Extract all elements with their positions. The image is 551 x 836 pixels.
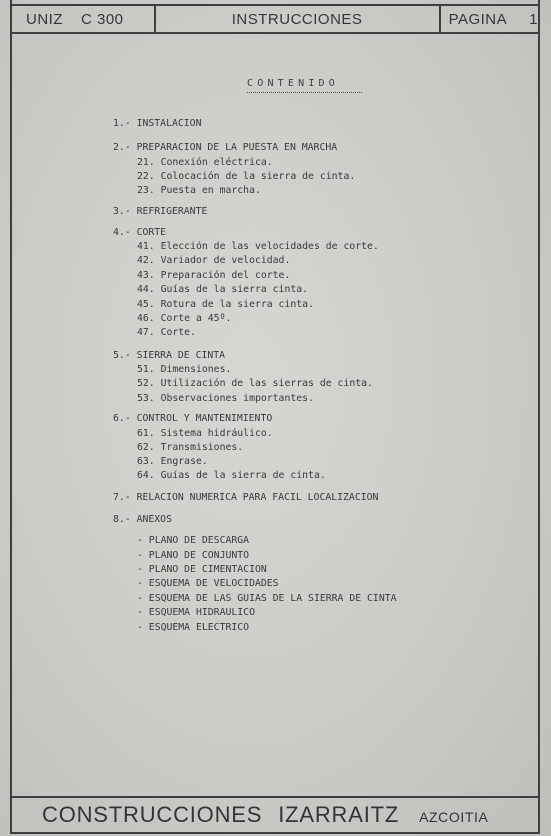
toc-section: 4.- CORTE — [113, 227, 167, 238]
toc-subsection: - PLANO DE CONJUNTO — [137, 550, 250, 561]
toc-subsection: 52. Utilización de las sierras de cinta. — [137, 378, 373, 389]
footer-city: AZCOITIA — [419, 809, 489, 825]
toc-subsection: 46. Corte a 45º. — [137, 313, 232, 324]
header-section-cell — [156, 6, 441, 32]
toc-subsection: 22. Colocación de la sierra de cinta. — [137, 171, 356, 182]
toc-subsection: 61. Sistema hidráulico. — [137, 428, 273, 439]
header-section: INSTRUCCIONES — [231, 10, 363, 28]
toc-subsection: 42. Variador de velocidad. — [137, 255, 291, 266]
toc-subsection: 63. Engrase. — [137, 456, 208, 467]
header-page-cell — [441, 6, 538, 32]
toc-section: 2.- PREPARACION DE LA PUESTA EN MARCHA — [113, 142, 338, 153]
header-model-right: C 300 — [81, 10, 124, 28]
toc-subsection: 62. Transmisiones. — [137, 442, 244, 453]
toc-subsection: - ESQUEMA HIDRAULICO — [137, 607, 255, 618]
toc-subsection: 53. Observaciones importantes. — [137, 393, 314, 404]
toc-subsection: 44. Guías de la sierra cinta. — [137, 284, 309, 295]
toc-subsection: 64. Guías de la sierra de cinta. — [137, 470, 326, 481]
toc-subsection: - ESQUEMA DE LAS GUIAS DE LA SIERRA DE CINTA — [137, 593, 397, 604]
header-page-label: PAGINA — [448, 10, 508, 28]
toc-subsection: - PLANO DE CIMENTACION — [137, 564, 267, 575]
toc-subsection: 45. Rotura de la sierra cinta. — [137, 299, 314, 310]
header-model-left: UNIZ — [26, 10, 63, 28]
toc-title-underline — [247, 92, 362, 93]
toc-section: 5.- SIERRA DE CINTA — [113, 350, 226, 361]
toc-section: 6.- CONTROL Y MANTENIMIENTO — [113, 413, 273, 424]
toc-subsection: - ESQUEMA DE VELOCIDADES — [137, 578, 279, 589]
toc-section: 1.- INSTALACION — [113, 118, 202, 129]
toc-subsection: 51. Dimensiones. — [137, 364, 232, 375]
toc-subsection: - ESQUEMA ELECTRICO — [137, 622, 250, 633]
toc-section: 3.- REFRIGERANTE — [113, 206, 208, 217]
header-model-cell — [12, 6, 156, 32]
footer-company — [42, 802, 399, 828]
page-footer — [10, 796, 540, 834]
toc-subsection: 47. Corte. — [137, 327, 196, 338]
toc-subsection: 41. Elección de las velocidades de corte. — [137, 241, 379, 252]
toc-subsection: 43. Preparación del corte. — [137, 270, 291, 281]
header-page-number: 1 — [529, 10, 538, 28]
toc-subsection: 23. Puesta en marcha. — [137, 185, 261, 196]
toc-title: CONTENIDO — [247, 78, 339, 89]
toc-section: 7.- RELACION NUMERICA PARA FACIL LOCALIZACION — [113, 492, 379, 503]
footer-company-1: CONSTRUCCIONES — [42, 802, 263, 827]
page-frame — [10, 0, 540, 834]
page-header — [10, 4, 540, 34]
toc-subsection: 21. Conexión eléctrica. — [137, 157, 273, 168]
footer-company-2: IZARRAITZ — [278, 802, 400, 827]
toc-subsection: - PLANO DE DESCARGA — [137, 535, 250, 546]
toc-section: 8.- ANEXOS — [113, 514, 172, 525]
